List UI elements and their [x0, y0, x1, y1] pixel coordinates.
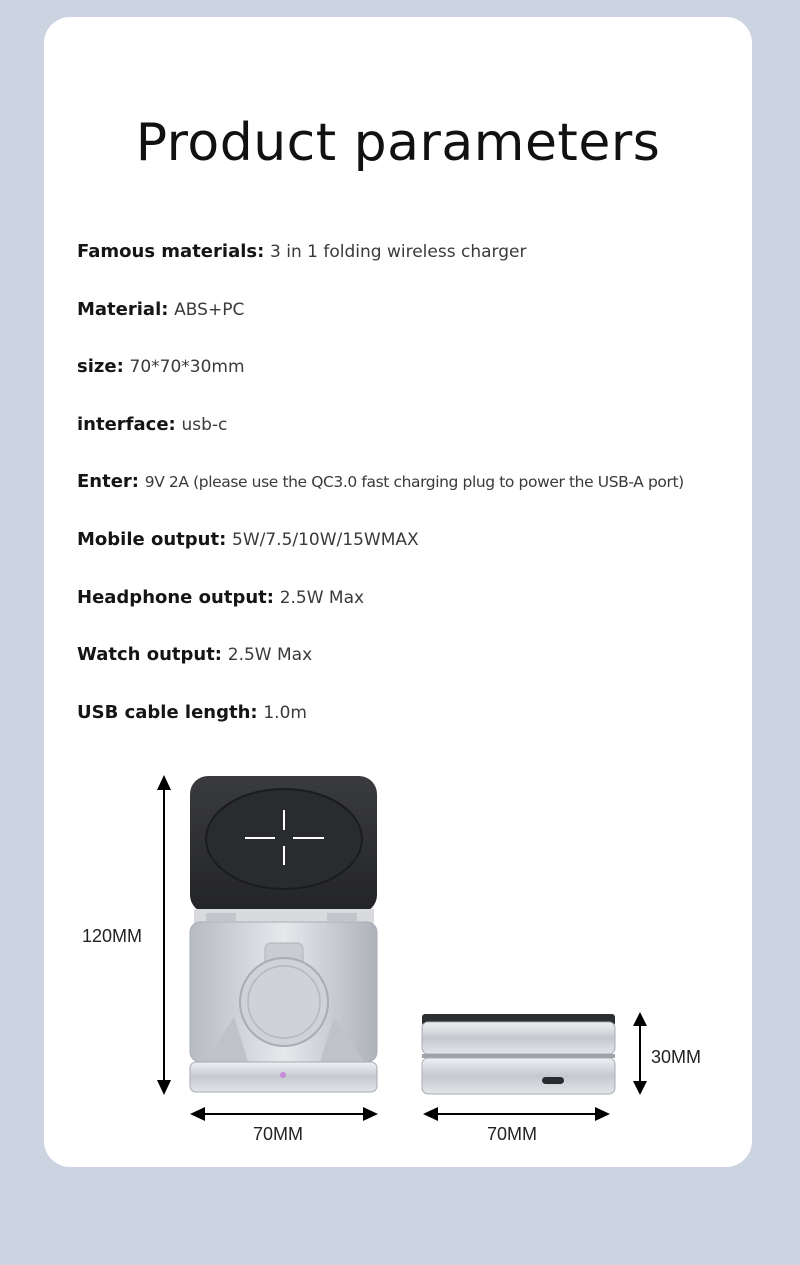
spec-key: USB cable length: [77, 701, 258, 723]
spec-value: ABS+PC [174, 299, 245, 320]
height-dimension-arrow [157, 775, 171, 1095]
thickness-dimension-arrow [633, 1012, 647, 1095]
parameters-card [44, 17, 752, 1167]
led-indicator [280, 1072, 286, 1078]
page-title: Product parameters [135, 113, 661, 173]
side-width-dimension-arrow [423, 1107, 610, 1121]
spec-value: 2.5W Max [279, 587, 365, 608]
spec-key: Enter: [77, 471, 139, 493]
spec-value: 70*70*30mm [129, 357, 245, 378]
usb-c-port-icon [542, 1077, 564, 1084]
spec-value: usb-c [181, 414, 228, 435]
front-width-dimension-arrow [190, 1107, 378, 1121]
spec-value: 2.5W Max [227, 645, 313, 666]
thickness-label: 30MM [651, 1047, 702, 1067]
spec-value: 5W/7.5/10W/15WMAX [232, 529, 419, 550]
spec-key: Headphone output: [77, 586, 274, 608]
spec-key: Mobile output: [77, 528, 227, 550]
spec-key: interface: [77, 413, 176, 435]
spec-value: 9V 2A (please use the QC3.0 fast charging plug to power the USB-A port) [144, 473, 684, 492]
side-width-label: 70MM [487, 1124, 538, 1144]
spec-key: size: [77, 356, 124, 378]
spec-key: Material: [77, 298, 169, 320]
product-dimension-figure [44, 17, 752, 1167]
spec-value: 3 in 1 folding wireless charger [270, 242, 527, 262]
height-label: 120MM [82, 926, 143, 946]
charger-side-view [422, 1014, 615, 1094]
spec-value: 1.0m [263, 702, 307, 723]
spec-key: Watch output: [77, 644, 223, 666]
watch-charging-puck [240, 958, 328, 1046]
front-width-label: 70MM [253, 1124, 304, 1144]
charger-front-view [190, 776, 377, 1092]
spec-key: Famous materials: [77, 241, 265, 262]
